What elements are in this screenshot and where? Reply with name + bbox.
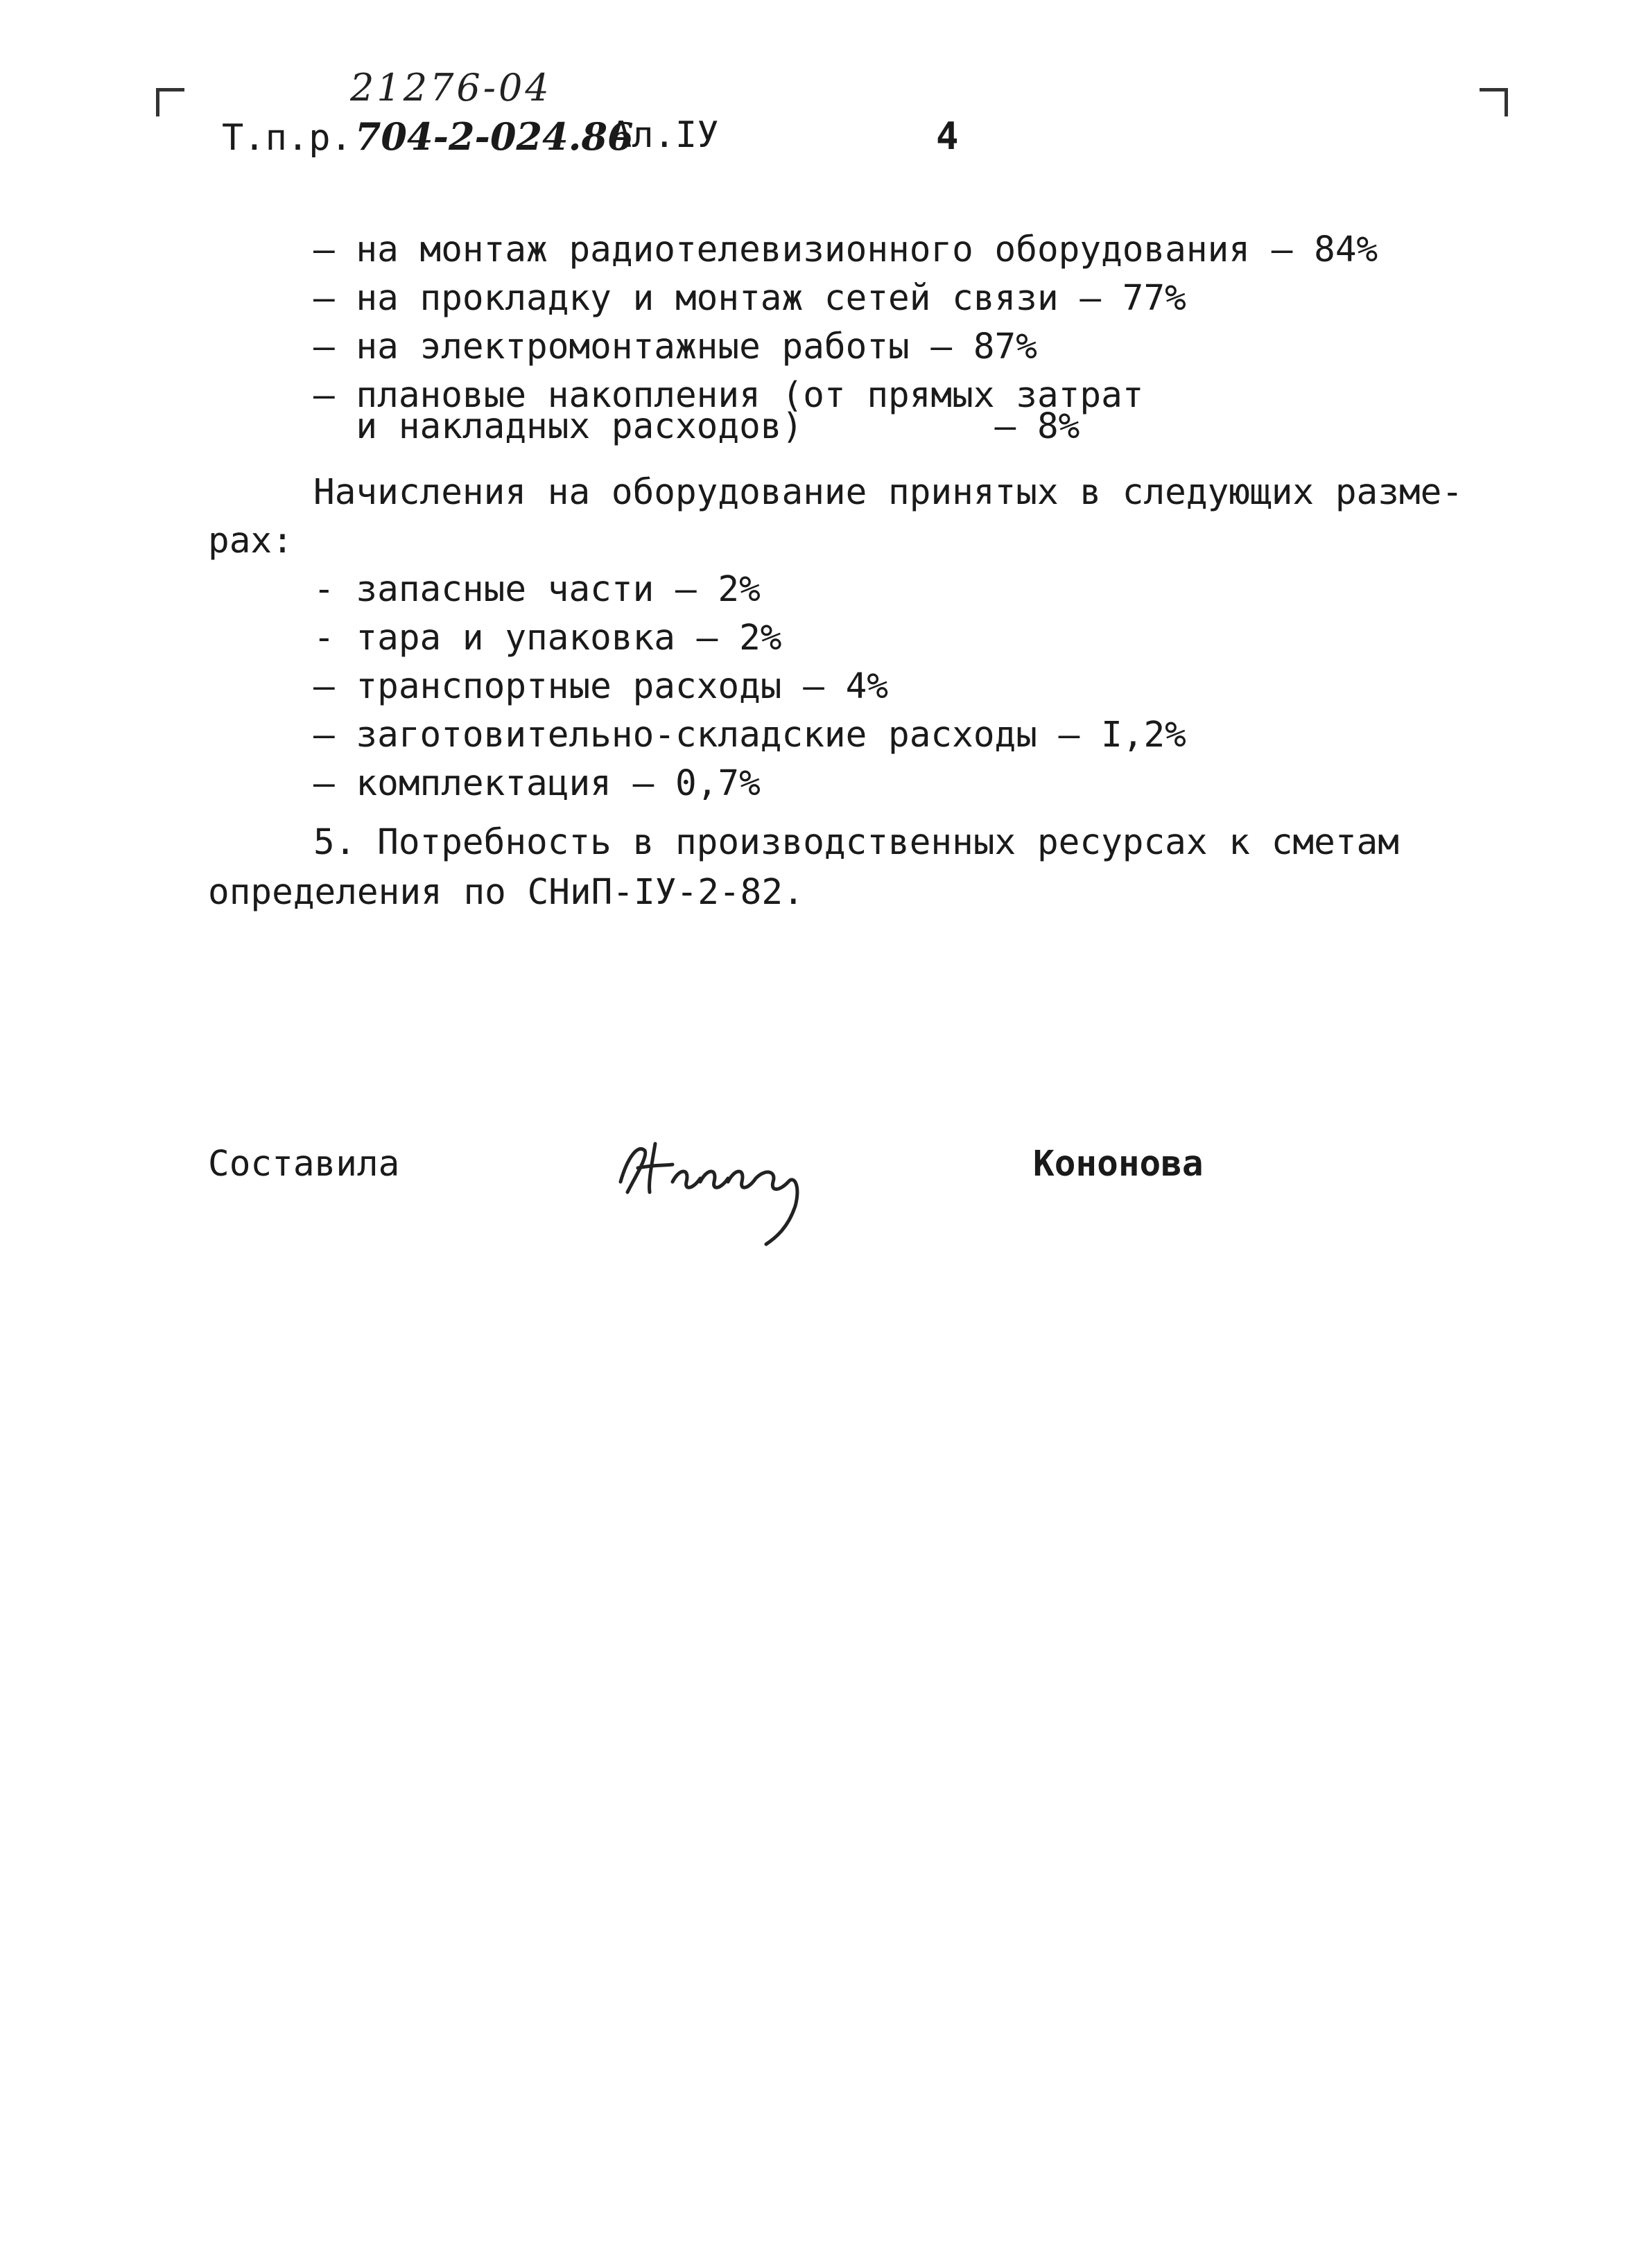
equipment-item: – транспортные расходы – 4%: [313, 666, 889, 707]
equipment-item: – заготовительно-складские расходы – I,2%: [313, 715, 1186, 756]
corner-mark-top-right: [1480, 88, 1508, 116]
corner-mark-top-left: [156, 88, 184, 116]
page-number: 4: [936, 114, 959, 158]
document-code: [222, 114, 634, 159]
document-code-prefix: Т.п.р.: [222, 117, 352, 159]
rate-item: – на монтаж радиотелевизионного оборудования – 84%: [313, 229, 1378, 270]
handwritten-registration-number: 21276-04: [350, 66, 552, 110]
signed-label: Составила: [208, 1144, 400, 1185]
equipment-item: - запасные части – 2%: [313, 569, 761, 610]
item-5-line: определения по СНиП-IУ-2-82.: [208, 872, 804, 913]
signer-name: Кононова: [1033, 1144, 1204, 1185]
equipment-item: - тара и упаковка – 2%: [313, 618, 782, 658]
item-5-line: 5. Потребность в производственных ресурсах к сметам: [313, 822, 1399, 863]
rate-item: – на прокладку и монтаж сетей связи – 77%: [313, 278, 1186, 319]
equipment-item: – комплектация – 0,7%: [313, 763, 761, 804]
rate-item: – на электромонтажные работы – 87%: [313, 326, 1037, 367]
handwritten-signature: [607, 1116, 870, 1248]
paragraph-line: Начисления на оборудование принятых в следующих разме-: [313, 472, 1464, 513]
sheet-label: Ал.IУ: [610, 114, 719, 156]
rate-item: – плановые накопления (от прямых затрат: [313, 375, 1144, 416]
rate-item-continuation: и накладных расходов) – 8%: [313, 406, 1080, 447]
paragraph-line: рах:: [208, 521, 293, 561]
document-number: 704-2-024.86: [354, 114, 634, 159]
